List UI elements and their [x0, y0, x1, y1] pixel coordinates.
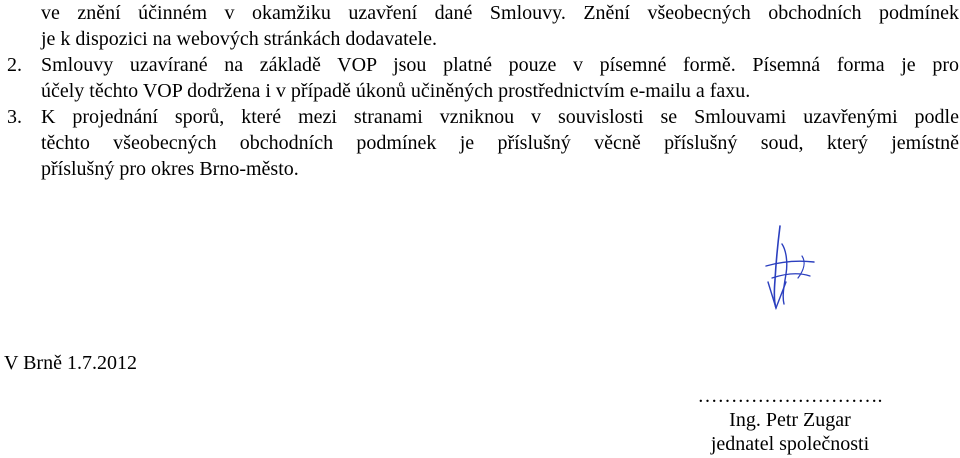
paragraph-3-line-2: těchto všeobecných obchodních podmínek je příslušný věcně příslušný soud, který jemístně — [41, 132, 959, 154]
paragraph-3-line-1: K projednání sporů, které mezi stranami vzniknou v souvislosti se Smlouvami uzavřenými podle — [41, 106, 959, 128]
paragraph-2-line-1: Smlouvy uzavírané na základě VOP jsou platné pouze v písemné formě. Písemná forma je pro — [41, 54, 959, 76]
paragraph-3-number: 3. — [7, 106, 22, 128]
signatory-role: jednatel společnosti — [710, 433, 870, 455]
paragraph-2-line-2: účely těchto VOP dodržena i v případě úkonů učiněných prostřednictvím e-mailu a faxu. — [41, 80, 751, 102]
paragraph-1-line-2: je k dispozici na webových stránkách dodavatele. — [41, 28, 437, 50]
paragraph-2-number: 2. — [7, 54, 22, 76]
paragraph-1-line-1: ve znění účinném v okamžiku uzavření dané Smlouvy. Znění všeobecných obchodních podmínek — [41, 2, 959, 24]
place-and-date: V Brně 1.7.2012 — [4, 352, 137, 374]
signatory-name: Ing. Petr Zugar — [729, 409, 851, 431]
handwritten-signature — [762, 222, 832, 312]
paragraph-3-line-3: příslušný pro okres Brno-město. — [41, 158, 299, 180]
signature-block — [680, 384, 900, 456]
signature-dots: ………………………. — [697, 385, 883, 407]
